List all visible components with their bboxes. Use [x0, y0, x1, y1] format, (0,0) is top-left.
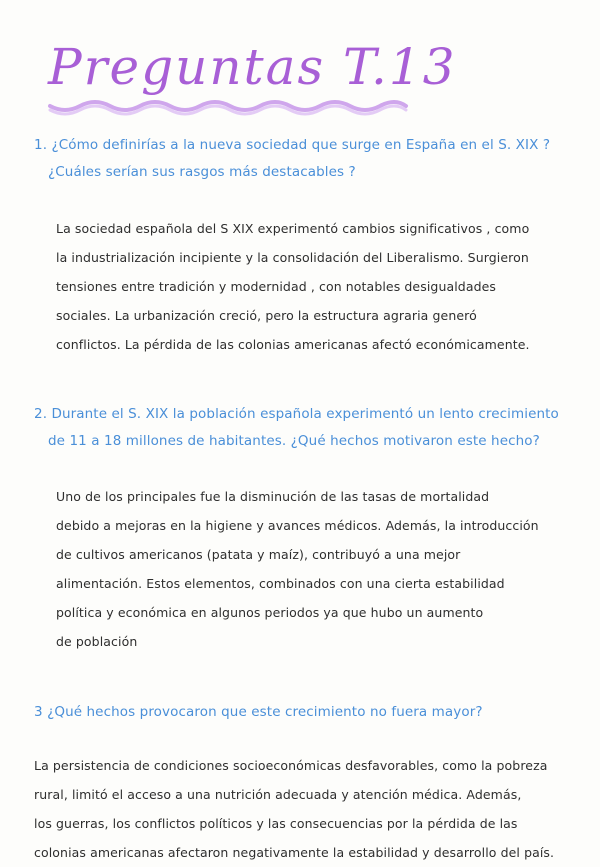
answer-3-line-2: rural, limitó el acceso a una nutrición adecuada y atención médica. Además,: [34, 787, 522, 802]
answer-2-line-3: de cultivos americanos (patata y maíz), contribuyó a una mejor: [56, 547, 461, 562]
question-1-line-1: 1. ¿Cómo definirías a la nueva sociedad que surge en España en el S. XIX ?: [34, 137, 551, 153]
answer-2-line-2: debido a mejoras en la higiene y avances médicos. Además, la introducción: [56, 518, 539, 533]
answer-2-line-4: alimentación. Estos elementos, combinados con una cierta estabilidad: [56, 576, 505, 591]
answer-2-line-6: de población: [56, 634, 138, 649]
page-title: Preguntas T.13: [48, 38, 457, 96]
answer-1-line-3: tensiones entre tradición y modernidad , con notables desigualdades: [56, 279, 497, 294]
question-1-line-2: ¿Cuáles serían sus rasgos más destacables ?: [48, 164, 356, 180]
question-3: [34, 699, 594, 726]
answer-2-line-5: política y económica en algunos periodos ya que hubo un aumento: [56, 605, 484, 620]
question-2: [34, 401, 594, 455]
answer-3-line-1: La persistencia de condiciones socioeconómicas desfavorables, como la pobreza: [34, 758, 548, 773]
answer-1: [56, 214, 530, 359]
answer-2: [56, 482, 539, 656]
answer-1-line-4: sociales. La urbanización creció, pero la estructura agraria generó: [56, 308, 477, 323]
question-3-line-1: 3 ¿Qué hechos provocaron que este crecimiento no fuera mayor?: [34, 704, 483, 720]
answer-1-line-2: la industrialización incipiente y la consolidación del Liberalismo. Surgieron: [56, 250, 529, 265]
answer-3: [34, 751, 554, 867]
question-1: [34, 132, 594, 186]
question-2-line-1: 2. Durante el S. XIX la población española experimentó un lento crecimiento: [34, 406, 559, 422]
title-block: [48, 38, 457, 116]
answer-2-line-1: Uno de los principales fue la disminución de las tasas de mortalidad: [56, 489, 490, 504]
answer-3-line-4: colonias americanas afectaron negativamente la estabilidad y desarrollo del país.: [34, 845, 555, 860]
answer-1-line-5: conflictos. La pérdida de las colonias americanas afectó económicamente.: [56, 337, 530, 352]
question-2-line-2: de 11 a 18 millones de habitantes. ¿Qué hechos motivaron este hecho?: [48, 433, 540, 449]
answer-1-line-1: La sociedad española del S XIX experimentó cambios significativos , como: [56, 221, 530, 236]
title-wavy-underline: [48, 100, 408, 116]
answer-3-line-3: los guerras, los conflictos políticos y las consecuencias por la pérdida de las: [34, 816, 518, 831]
